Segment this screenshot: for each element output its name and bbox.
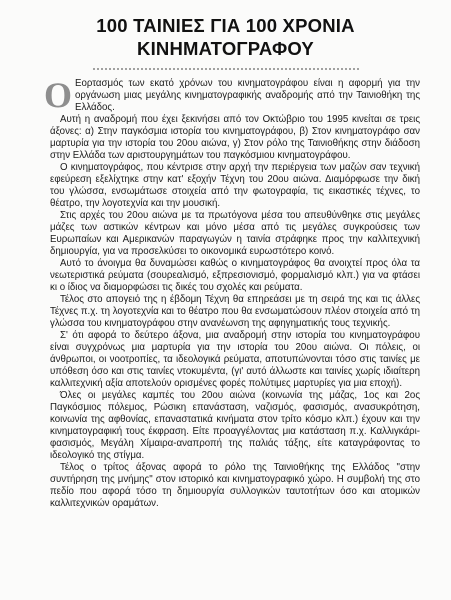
page-title	[0, 14, 451, 60]
title-line-2: ΚΙΝΗΜΑΤΟΓΡΑΦΟΥ	[137, 38, 314, 59]
paragraph-6: Τέλος στο απογειό της η έβδομη Τέχνη θα επηρεάσει με τη σειρά της και τις άλλες Τέχνες π.χ. τη λογοτεχνία και το θέατρο που θα ενσωματώσουν πλέον στοιχεία από τη γλώσσα του κινηματογράφου στην ανανέωνση της αφηγηματικής τους τεχνικής.	[50, 294, 420, 329]
paragraph-2: Αυτή η αναδρομή που έχει ξεκινήσει από τον Οκτώβριο του 1995 κινείται σε τρεις άξονες: α) Στην παγκόσμια ιστορία του κινηματογράφου, β) Στον κινηματογράφο σαν μαρτυρία για την ιστορία του 20ου αιώνα, γ) Στον ρόλο της Ταινιοθήκης στην διάδοση στην Ελλάδα των αριστουργημάτων του παγκόσμιου κινηματογράφου.	[50, 114, 420, 161]
paragraph-5: Αυτό το άνοιγμα θα δυναμώσει καθώς ο κινηματογράφος θα ανοιχτεί προς όλα τα νεωτεριστικά ρεύματα (σουρεαλισμό, εξπρεσιονισμό, φορμαλισμό κλπ.) για να φτάσει κι ο ίδιος να διαμορφώσει τις δικές του σχολές και ρεύματα.	[50, 258, 420, 293]
paragraph-4: Στις αρχές του 20ου αιώνα με τα πρωτόγονα μέσα του απευθύνθηκε στις μεγάλες μάζες των αστικών κέντρων και μόνο μέσα από τις μεγάλες συγκρούσεις των Ευρωπαίων και Αμερικανών παραγωγών η ταινία στράφηκε προς την καλλιτεχνική δημιουργία, για να προσελκύσει το οικονομικά ευρωστότερο κοινό.	[50, 210, 420, 257]
paragraph-7: Σ' ότι αφορά το δεύτερο άξονα, μια αναδρομή στην ιστορία του κινηματογράφου είναι συγχρόνως μια μαρτυρία για την ιστορία του 20ου αιώνα. Οι πόλεις, οι άνθρωποι, οι νοοτροπίες, τα ιδεολογικά ρεύματα, αποτυπώνονται τόσο στις ταινίες με υπόθεση όσο και στις ταινίες ντοκυμέντα, (γι' αυτό άλλωστε και ταινίες χωρίς ιδιαίτερη καλλιτεχνική αξία αποτελούν ορισμένες φορές πολύτιμες μαρτυρίες για μια εποχή).	[50, 330, 420, 389]
title-line-1: 100 ΤΑΙΝΙΕΣ ΓΙΑ 100 ΧΡΟΝΙΑ	[96, 15, 355, 36]
dotted-divider	[92, 68, 360, 70]
paragraph-1	[44, 75, 420, 115]
article-body	[44, 75, 420, 510]
paragraph-3: Ο κινηματογράφος, που κέντρισε στην αρχή την περιέργεια των μαζών σαν τεχνική εφεύρεση εξελίχτηκε στην κατ' εξοχήν Τέχνη του 20ου αιώνα. Διαμόρφωσε την δική του γλώσσα, ενσωμάτωσε στοιχεία από την φωτογραφία, τις εικαστικές τέχνες, το θέατρο, την λογοτεχνία και την μουσική.	[50, 162, 420, 209]
paragraph-9: Τέλος ο τρίτος άξονας αφορά το ρόλο της Ταινιοθήκης της Ελλάδος "στην συντήρηση της μνήμης" στον ιστορικό και κινηματογραφικό χώρο. Η συμβολή της στο πεδίο που αφορά τόσο τη δημιουργία συλλογικών ταυτοτήτων όσο και ατομικών καλλιτεχνικών οραμάτων.	[50, 462, 420, 509]
paragraph-1-text: Εορτασμός των εκατό χρόνων του κινηματογράφου είναι η αφορμή για την οργάνωση μιας μεγάλης κινηματογραφικής αναδρομής από την Ταινιοθήκη της Ελλάδος.	[75, 78, 420, 113]
drop-cap: Ο	[44, 75, 73, 115]
paragraph-8: Όλες οι μεγάλες καμπές του 20ου αιώνα (κοινωνία της μάζας, 1ος και 2ος Παγκόσμιος πόλεμος, Ρώσικη επανάσταση, ναζισμός, φασισμός, ανασυκρότηση, κοινωνία της αφθονίας, επαναστατικά κινήματα στον τρίτο κόσμο κλπ.) έχουν και την κινηματογραφική τους έκφραση. Είτε προαγγέλοντας μια κατάσταση π.χ. Καλλιγκάρι-φασισμός, Μεγάλη Χίμαιρα-αναπροπή της παλιάς τάξης, είτε καταγράφοντας το ιδεολογικό της στίγμα.	[50, 390, 420, 461]
